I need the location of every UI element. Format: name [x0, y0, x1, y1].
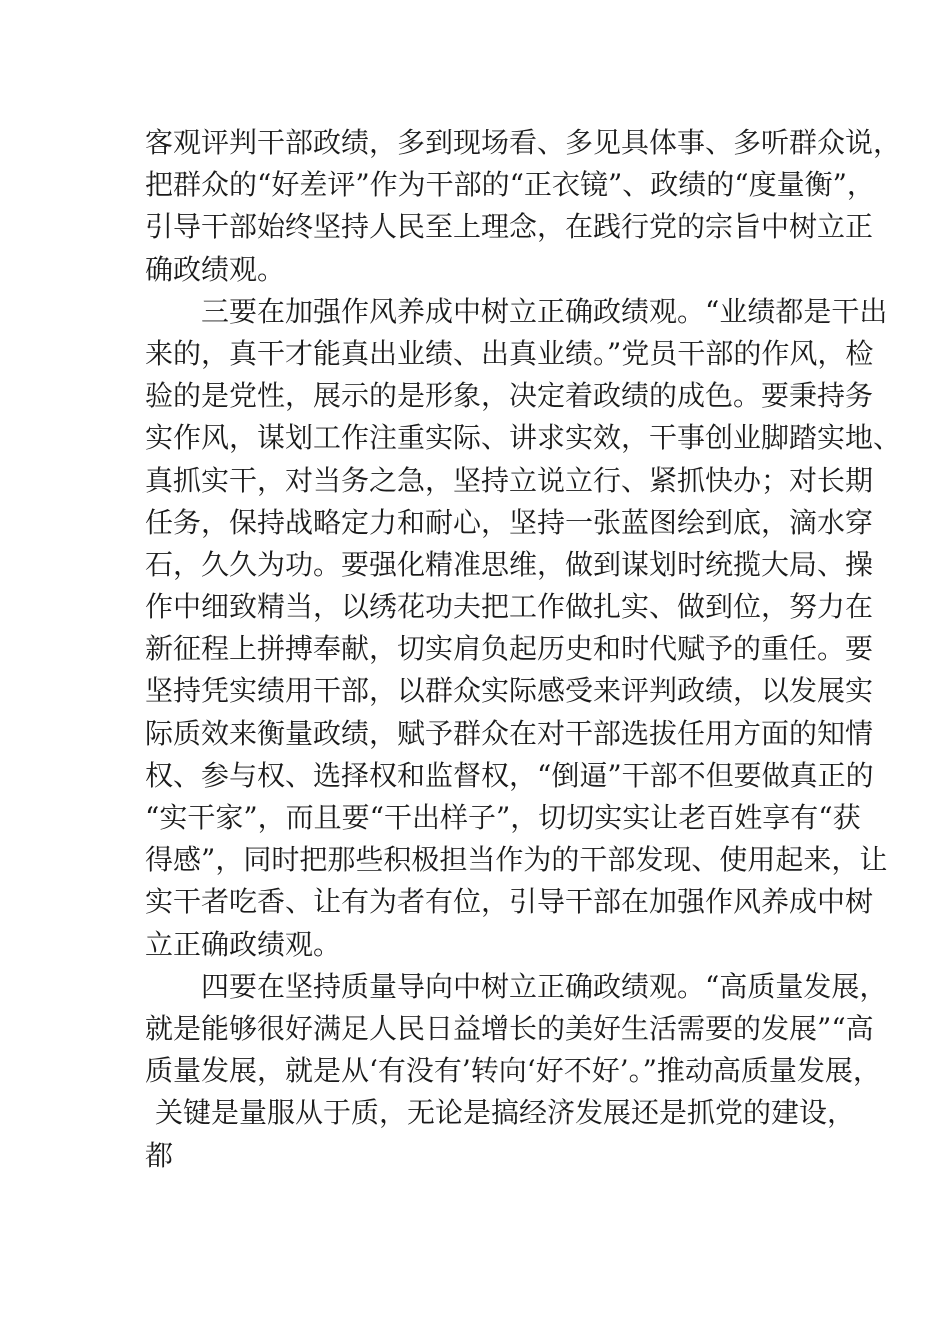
text-line: 把群众的“好差评”作为干部的“正衣镜”、政绩的“度量衡”，: [145, 168, 875, 202]
paragraph-start: 三要在加强作风养成中树立正确政绩观。“业绩都是干出: [201, 294, 888, 328]
paragraph-start: 四要在坚持质量导向中树立正确政绩观。“高质量发展，: [201, 969, 888, 1003]
text-line: 坚持凭实绩用干部，以群众实际感受来评判政绩，以发展实: [145, 674, 874, 708]
text-line: 实干者吃香、让有为者有位，引导干部在加强作风养成中树: [145, 885, 874, 919]
text-line: 新征程上拼搏奉献，切实肩负起历史和时代赋予的重任。要: [145, 632, 874, 666]
text-line: “实干家”，而且要“干出样子”，切切实实让老百姓享有“获: [145, 801, 861, 834]
text-line: 真抓实干，对当务之急，坚持立说立行、紧抓快办；对长期: [145, 463, 874, 497]
text-line: 客观评判干部政绩，多到现场看、多见具体事、多听群众说，: [145, 126, 902, 159]
text-line: 际质效来衡量政绩，赋予群众在对干部选拔任用方面的知情: [145, 716, 874, 750]
body-text: [145, 122, 902, 1177]
text-line: 来的，真干才能真出业绩、出真业绩。”党员干部的作风，检: [145, 336, 874, 370]
text-line: 作中细致精当，以绣花功夫把工作做扎实、做到位，努力在: [145, 590, 874, 624]
text-line: 质量发展，就是从‘有没有’转向‘好不好’。”推动高质量发展，: [145, 1054, 881, 1088]
text-line: 关键是量服从于质，无论是搞经济发展还是抓党的建设，: [155, 1096, 856, 1130]
text-line: 验的是党性，展示的是形象，决定着政绩的成色。要秉持务: [145, 379, 874, 413]
text-line: 就是能够很好满足人民日益增长的美好生活需要的发展”“高: [145, 1011, 874, 1045]
text-line: 确政绩观。: [145, 252, 286, 286]
text-line: 任务，保持战略定力和耐心，坚持一张蓝图绘到底，滴水穿: [145, 505, 874, 539]
text-line: 权、参与权、选择权和监督权，“倒逼”干部不但要做真正的: [145, 758, 874, 792]
text-line: 立正确政绩观。: [145, 927, 342, 961]
text-line: 石，久久为功。要强化精准思维，做到谋划时统揽大局、操: [145, 547, 874, 581]
text-line: 都: [145, 1138, 174, 1172]
text-line: 实作风，谋划工作注重实际、讲求实效，干事创业脚踏实地、: [145, 421, 902, 455]
text-line: 引导干部始终坚持人民至上理念，在践行党的宗旨中树立正: [145, 210, 874, 244]
text-line: 得感”，同时把那些积极担当作为的干部发现、使用起来，让: [145, 843, 888, 877]
